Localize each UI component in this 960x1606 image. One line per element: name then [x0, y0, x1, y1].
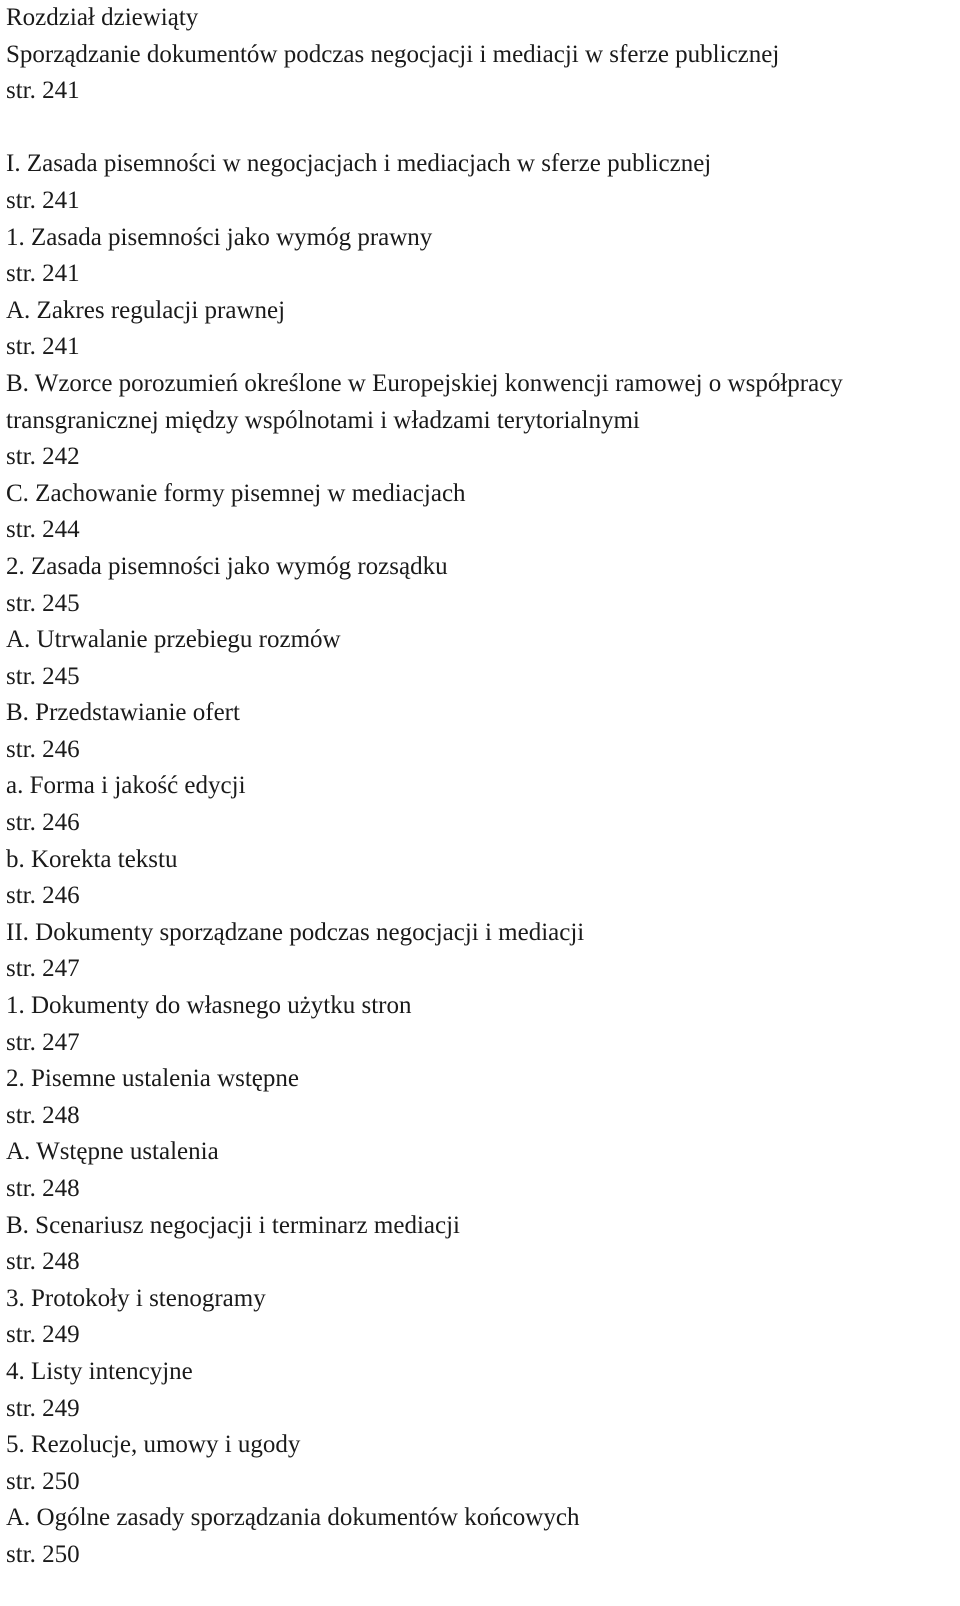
toc-entry-page: str. 249: [6, 1321, 80, 1349]
toc-entry-page: str. 241: [6, 260, 80, 288]
toc-entry-page: str. 245: [6, 662, 80, 690]
toc-entry-page: str. 248: [6, 1248, 80, 1276]
toc-entry-title: b. Korekta tekstu: [6, 845, 178, 873]
toc-entry-title: A. Utrwalanie przebiegu rozmów: [6, 626, 341, 654]
toc-entry-title: II. Dokumenty sporządzane podczas negocjacji i mediacji: [6, 918, 585, 946]
toc-entry-page: str. 241: [6, 186, 80, 214]
toc-entry-title: A. Wstępne ustalenia: [6, 1138, 219, 1166]
toc-entry-page: str. 244: [6, 516, 80, 544]
toc-entry-page: str. 249: [6, 1394, 80, 1422]
toc-entry: [6, 1427, 960, 1500]
toc-entry-title: A. Zakres regulacji prawnej: [6, 296, 286, 324]
toc-entry-title: 4. Listy intencyjne: [6, 1357, 193, 1385]
toc-entry-page: str. 250: [6, 1467, 80, 1495]
toc-entry-title: a. Forma i jakość edycji: [6, 772, 246, 800]
toc-entry-page: str. 246: [6, 735, 80, 763]
toc-entry-page: str. 248: [6, 1101, 80, 1129]
toc-entry: [6, 220, 960, 293]
blank-line: [6, 110, 960, 147]
toc-entry-page: str. 242: [6, 443, 80, 471]
chapter-header: [6, 0, 960, 110]
toc-entry: [6, 1061, 960, 1134]
toc-entry: [6, 622, 960, 695]
toc-entry-title: A. Ogólne zasady sporządzania dokumentów końcowych: [6, 1504, 580, 1532]
toc-entry-title: I. Zasada pisemności w negocjacjach i mediacjach w sferze publicznej: [6, 150, 712, 178]
toc-entry: [6, 476, 960, 549]
toc-entry: [6, 146, 960, 219]
toc-entry-page: str. 241: [6, 333, 80, 361]
toc-entry: [6, 1500, 960, 1573]
toc-entry-title: 1. Zasada pisemności jako wymóg prawny: [6, 223, 433, 251]
toc-entry-page: str. 247: [6, 955, 80, 983]
toc-entry-title: 5. Rezolucje, umowy i ugody: [6, 1431, 301, 1459]
toc-entry-page: str. 247: [6, 1028, 80, 1056]
toc-entry-page: str. 246: [6, 809, 80, 837]
toc-entry-title: C. Zachowanie formy pisemnej w mediacjach: [6, 479, 466, 507]
chapter-title: Sporządzanie dokumentów podczas negocjacji i mediacji w sferze publicznej: [6, 40, 780, 68]
toc-entry: [6, 915, 960, 988]
toc-entry-title: B. Scenariusz negocjacji i terminarz mediacji: [6, 1211, 460, 1239]
toc-entry: [6, 1281, 960, 1354]
toc-list: [6, 146, 960, 1573]
toc-entry: [6, 842, 960, 915]
toc-entry: [6, 988, 960, 1061]
toc-entry: [6, 293, 960, 366]
toc-entry-page: str. 246: [6, 882, 80, 910]
toc-entry: [6, 366, 960, 476]
toc-entry-title: 1. Dokumenty do własnego użytku stron: [6, 992, 412, 1020]
toc-entry: [6, 1134, 960, 1207]
toc-entry: [6, 1208, 960, 1281]
toc-entry: [6, 549, 960, 622]
toc-entry-page: str. 248: [6, 1175, 80, 1202]
toc-entry-title: 2. Zasada pisemności jako wymóg rozsądku: [6, 552, 448, 580]
toc-entry-title: 2. Pisemne ustalenia wstępne: [6, 1065, 299, 1093]
toc-entry-title: B. Przedstawianie ofert: [6, 699, 240, 727]
chapter-page: str. 241: [6, 77, 80, 105]
toc-entry-title: B. Wzorce porozumień określone w Europejskiej konwencji ramowej o współpracy transgranicznej między wspólnotami i władzami terytorialnymi: [6, 369, 843, 434]
toc-entry-page: str. 250: [6, 1540, 80, 1568]
toc-entry: [6, 695, 960, 768]
toc-entry-page: str. 245: [6, 589, 80, 617]
toc-entry: [6, 768, 960, 841]
toc-entry: [6, 1354, 960, 1427]
chapter-label: Rozdział dziewiąty: [6, 4, 199, 31]
toc-entry-title: 3. Protokoły i stenogramy: [6, 1284, 266, 1312]
